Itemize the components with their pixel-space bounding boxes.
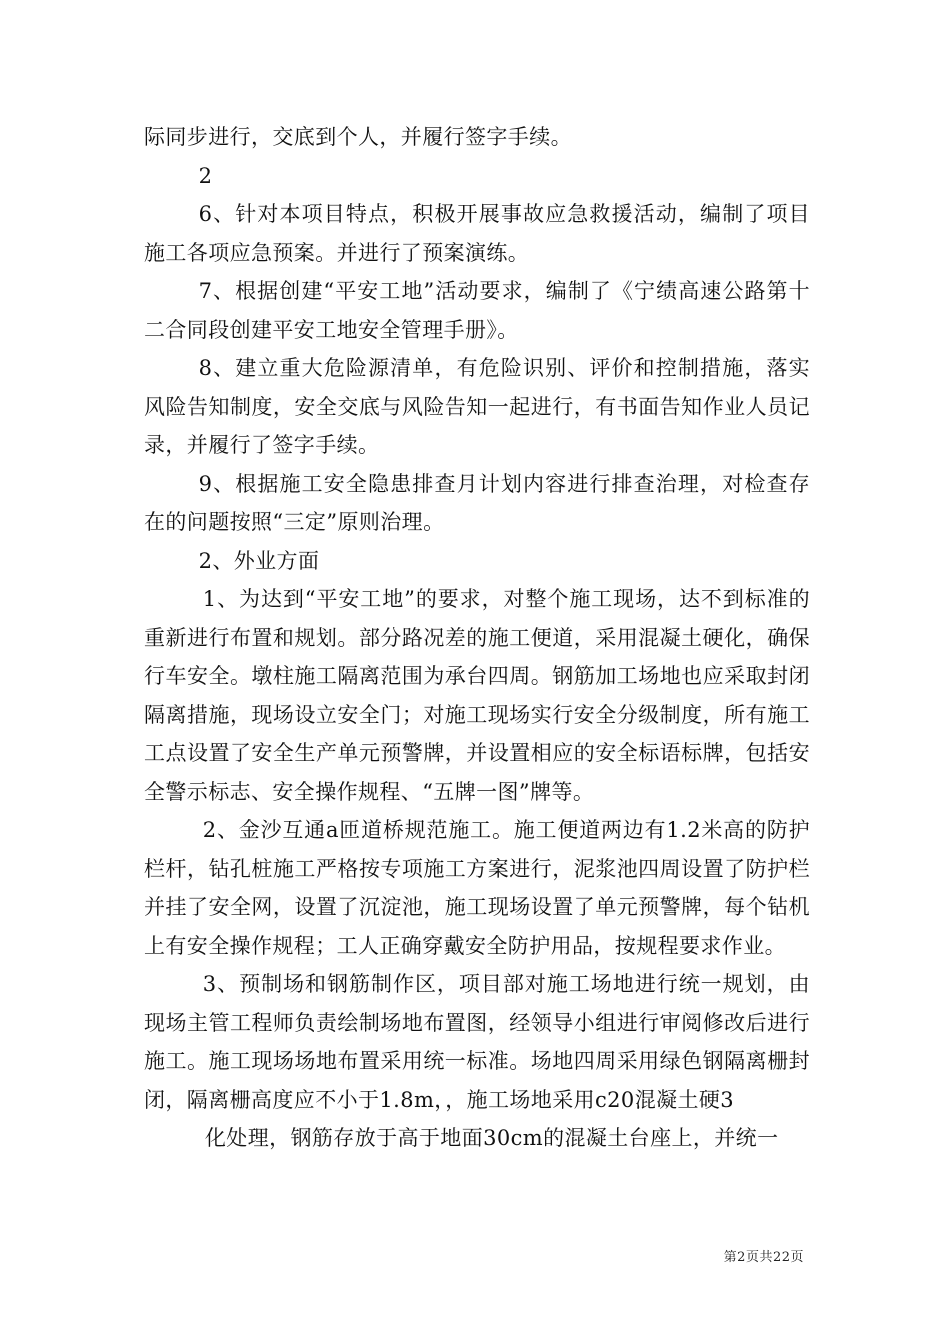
paragraph-item-9: 9、根据施工安全隐患排查月计划内容进行排查治理，对检查存在的问题按照“三定”原则治理。 [144, 471, 810, 534]
paragraph-field-item-3: 3、预制场和钢筋制作区，项目部对施工场地进行统一规划，由现场主管工程师负责绘制场地布置图，经领导小组进行审阅修改后进行施工。施工现场场地布置采用统一标准。场地四周采用绿色钢隔离栅封闭，隔离栅高度应不小于1.8m，，施工场地采用c20混凝土硬3 [144, 972, 810, 1112]
paragraph-field-item-2: 2、金沙互通a匝道桥规范施工。施工便道两边有1.2米高的防护栏杆，钻孔桩施工严格按专项施工方案进行，泥浆池四周设置了防护栏并挂了安全网，设置了沉淀池，施工现场设置了单元预警牌，每个钻机上有安全操作规程；工人正确穿戴安全防护用品，按规程要求作业。 [144, 818, 810, 958]
paragraph-item-7: 7、根据创建“平安工地”活动要求，编制了《宁绩高速公路第十二合同段创建平安工地安全管理手册》。 [144, 279, 810, 342]
paragraph-item-8: 8、建立重大危险源清单，有危险识别、评价和控制措施，落实风险告知制度，安全交底与风险告知一起进行，有书面告知作业人员记录，并履行了签字手续。 [144, 356, 810, 457]
page-footer: 第2页共22页 [723, 1250, 804, 1265]
document-body [144, 118, 810, 1158]
paragraph-field-item-1: 1、为达到“平安工地”的要求，对整个施工现场，达不到标准的重新进行布置和规划。部分路况差的施工便道，采用混凝土硬化，确保行车安全。墩柱施工隔离范围为承台四周。钢筋加工场地也应采取封闭隔离措施，现场设立安全门；对施工现场实行安全分级制度，所有施工工点设置了安全生产单元预警牌，并设置相应的安全标语标牌，包括安全警示标志、安全操作规程、“五牌一图”牌等。 [144, 587, 810, 804]
paragraph-continued-bottom: 化处理，钢筋存放于高于地面30cm的混凝土台座上，并统一 [204, 1126, 779, 1150]
paragraph-continued: 际同步进行，交底到个人，并履行签字手续。 [144, 125, 572, 149]
page-number-inline: 2 [198, 163, 213, 188]
paragraph-item-6: 6、针对本项目特点，积极开展事故应急救援活动，编制了项目施工各项应急预案。并进行了预案演练。 [144, 202, 810, 265]
section-heading-field-work: 2、外业方面 [198, 548, 320, 573]
